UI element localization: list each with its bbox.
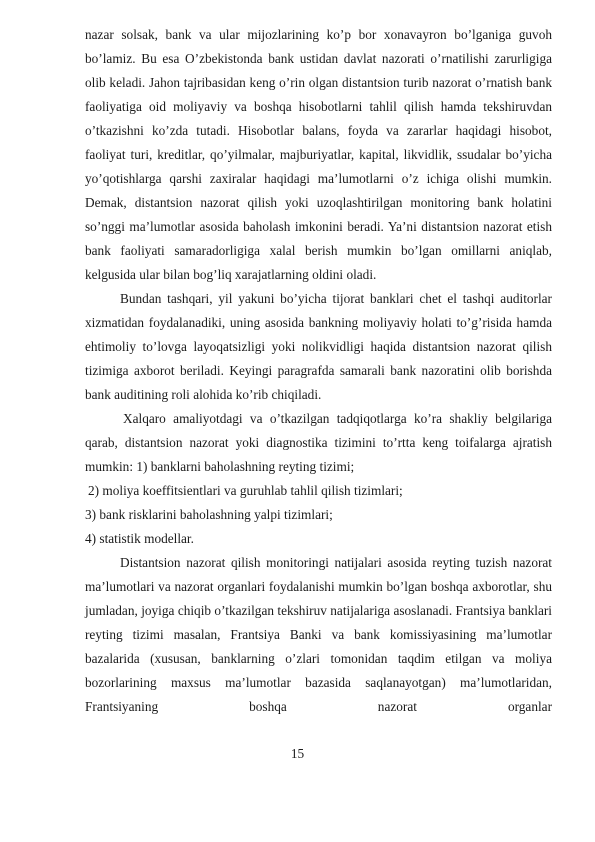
list-item-2: 2) moliya koeffitsientlari va guruhlab tahlil qilish tizimlari; — [88, 483, 403, 498]
paragraph-3: Xalqaro amaliyotdagi va o’tkazilgan tadqiqotlarga ko’ra shakliy belgilariga qarab, distantsion nazorat yoki diagnostika tizimini to’rtta keng toifalarga ajratish mumkin: 1) banklarni baholashning reyting tizimi; — [85, 411, 552, 474]
list-item-4: 4) statistik modellar. — [85, 531, 194, 546]
paragraph-4: Distantsion nazorat qilish monitoringi natijalari asosida reyting tuzish nazorat ma’lumotlari va nazorat organlari foydalanishi mumkin bo’lgan boshqa axborotlar, shu jumladan, joyiga chiqib o’tkazilgan tekshiruv natijalariga asoslanadi. Frantsiya banklari reyting tizimi masalan, Frantsiya Banki va bank komissiyasining ma’lumotlar bazalarida (xususan, banklarning o’zlari tomonidan taqdim etilgan va moliya bozorlarining maxsus ma’lumotlar bazasida saqlanayotgan) ma’lumotlaridan, Frantsiyaning boshqa nazorat organlar — [85, 555, 552, 714]
paragraph-2: Bundan tashqari, yil yakuni bo’yicha tijorat banklari chet el tashqi auditorlar xizmatidan foydalanadiki, uning asosida bankning moliyaviy holati to’g’risida hamda ehtimoliy to’lovga layoqatsizligi yoki nolikvidligi haqida distantsion nazorat qilish tizimiga axborot beriladi. Keyingi paragrafda samarali bank nazoratini olib borishda bank auditining roli alohida ko’rib chiqiladi. — [85, 291, 552, 402]
list-item-3: 3) bank risklarini baholashning yalpi tizimlari; — [85, 507, 333, 522]
page-number: 15 — [290, 746, 305, 761]
body-text — [85, 23, 552, 719]
paragraph-1: nazar solsak, bank va ular mijozlarining ko’p bor xonavayron bo’lganiga guvoh bo’lamiz. Bu esa O’zbekistonda bank ustidan davlat nazorati o’rnatilishi zarurligiga olib keladi. Jahon tajribasidan keng o’rin olgan distantsion turib nazorat o’rnatish bank faoliyatiga oid moliyaviy va boshqa hisobotlarni tahlil qilish hamda tekshiruvdan o’tkazishni ko’zda tutadi. Hisobotlar balans, foyda va zararlar haqidagi hisobot, faoliyat turi, kreditlar, qo’yilmalar, majburiyatlar, kapital, likvidlik, ssudalar bo’yicha yo’qotishlarga qarshi zaxiralar haqidagi ma’lumotlarni o’z ichiga olishi mumkin. Demak, distantsion nazorat qilish yoki uzoqlashtirilgan monitoring bank holatini so’nggi ma’lumotlar asosida baholash imkonini beradi. Ya’ni distantsion nazorat etish bank faoliyati samaradorligiga xalal berish mumkin bo’lgan omillarni aniqlab, kelgusida ular bilan bog’liq xarajatlarning oldini oladi. — [85, 27, 552, 282]
